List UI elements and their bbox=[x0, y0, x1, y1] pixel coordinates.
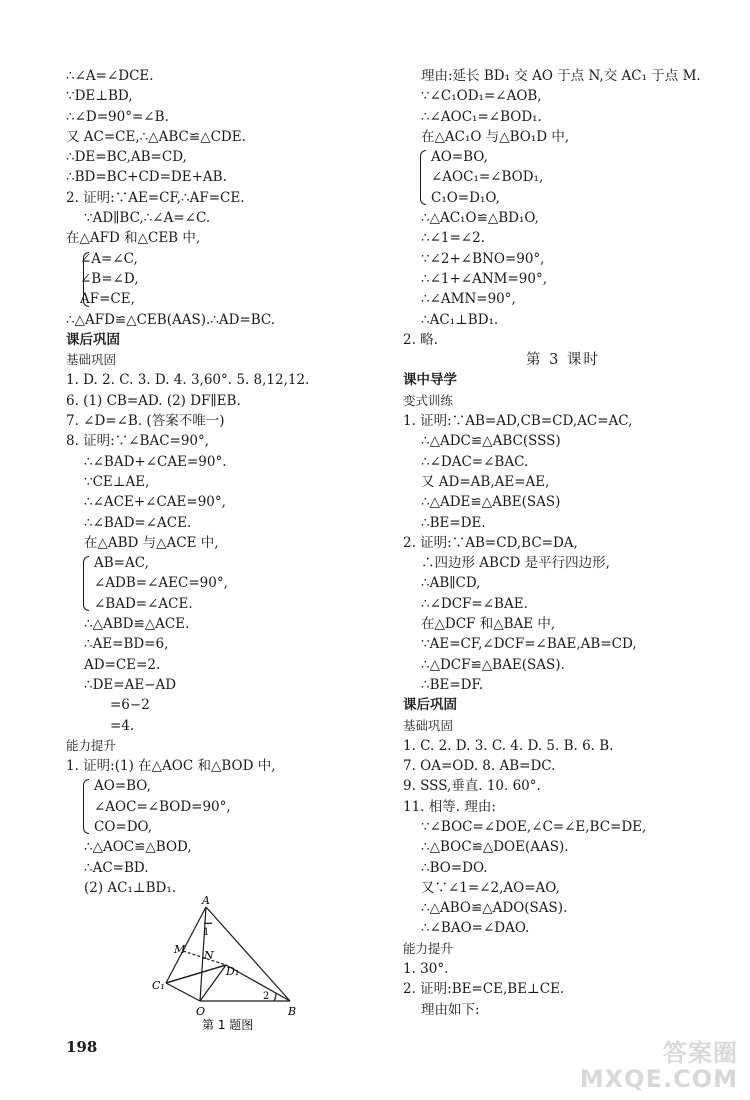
text-line: 11. 相等. 理由: bbox=[403, 798, 496, 815]
segment-OD1 bbox=[200, 965, 226, 1001]
section-heading: 课后巩固 bbox=[66, 331, 120, 348]
text-line: ∴△ADC≌△ABC(SSS) bbox=[421, 433, 561, 450]
text-line: ∵CE⊥AE, bbox=[84, 473, 150, 490]
right-column bbox=[403, 66, 723, 1020]
section-heading: 课后巩固 bbox=[403, 697, 457, 714]
text-line: ∴∠1+∠ANM=90°, bbox=[421, 270, 548, 287]
text-line: ∴AC=BD. bbox=[84, 859, 149, 876]
angle-1-arc bbox=[204, 923, 212, 924]
label-angle-1: 1 bbox=[203, 927, 210, 938]
text-line: 1. 证明:(1) 在△AOC 和△BOD 中, bbox=[66, 758, 276, 775]
segment-AC1 bbox=[166, 907, 206, 983]
geometry-figure bbox=[150, 893, 310, 1033]
text-line: ∴△AC₁O≌△BD₁O, bbox=[421, 210, 539, 227]
text-line: AO=BO, bbox=[431, 149, 488, 166]
text-line: AF=CE, bbox=[80, 291, 135, 308]
text-line: =4. bbox=[110, 717, 135, 734]
text-line: ∴∠D=90°=∠B. bbox=[66, 108, 169, 125]
text-line: 理由如下: bbox=[421, 1001, 480, 1018]
text-line: 1. D. 2. C. 3. D. 4. 3,60°. 5. 8,12,12. bbox=[66, 372, 310, 389]
brace-group bbox=[66, 249, 376, 310]
text-line: 在△DCF 和△BAE 中, bbox=[421, 616, 556, 633]
watermark bbox=[580, 1040, 738, 1092]
triangle-diagram bbox=[150, 893, 310, 1033]
text-line: 在△ABD 与△ACE 中, bbox=[84, 534, 219, 551]
label-B: B bbox=[288, 1005, 297, 1018]
text-line: =6−2 bbox=[110, 697, 150, 714]
lesson-title: 第 3 课时 bbox=[526, 352, 600, 369]
segment-C1O bbox=[166, 983, 200, 1001]
subsection-heading: 变式训练 bbox=[403, 392, 454, 408]
text-line: 9. SSS,垂直. 10. 60°. bbox=[403, 778, 541, 795]
text-line: 6. (1) CB=AD. (2) DF∥EB. bbox=[66, 392, 241, 409]
text-line: ∴BO=DO. bbox=[421, 859, 488, 876]
text-line: ∴∠BAD=∠ACE. bbox=[84, 514, 192, 531]
text-line: ∴△ABO≌△ADO(SAS). bbox=[421, 900, 568, 917]
text-line: ∴BD=BC+CD=DE+AB. bbox=[66, 169, 227, 186]
subsection-heading: 基础巩固 bbox=[66, 352, 117, 368]
label-C1: C₁ bbox=[152, 979, 165, 992]
text-line: ∴∠ACE+∠CAE=90°, bbox=[84, 494, 226, 511]
text-line: CO=DO, bbox=[94, 818, 153, 835]
label-angle-2: 2 bbox=[263, 991, 270, 1002]
text-line: AD=CE=2. bbox=[84, 656, 161, 673]
text-line: ∵AE=CF,∠DCF=∠BAE,AB=CD, bbox=[421, 636, 637, 653]
text-line: 2. 证明:BE=CE,BE⊥CE. bbox=[403, 981, 565, 998]
text-line: 7. OA=OD. 8. AB=DC. bbox=[403, 758, 556, 775]
text-line: ∴∠AMN=90°, bbox=[421, 291, 516, 308]
text-line: ∴△AFD≌△CEB(AAS).∴AD=BC. bbox=[66, 311, 276, 328]
text-line: ∴∠AOC₁=∠BOD₁. bbox=[421, 108, 542, 125]
text-line: AO=BO, bbox=[94, 778, 151, 795]
text-line: ∴∠A=∠DCE. bbox=[66, 68, 154, 84]
text-line: ∴△DCF≌△BAE(SAS). bbox=[421, 656, 565, 673]
text-line: ∵∠2+∠BNO=90°, bbox=[421, 250, 545, 267]
text-line: 1. 证明:∵AB=AD,CB=CD,AC=AC, bbox=[403, 413, 633, 430]
label-A: A bbox=[202, 894, 210, 907]
text-line: ∴△AOC≌△BOD, bbox=[84, 839, 192, 856]
label-O: O bbox=[196, 1005, 206, 1018]
brace-group bbox=[403, 147, 723, 208]
text-line: ∴四边形 ABCD 是平行四边形, bbox=[421, 555, 610, 572]
label-D1: D₁ bbox=[226, 965, 240, 978]
text-line: 8. 证明:∵∠BAC=90°, bbox=[66, 433, 210, 450]
text-line: ∴∠1=∠2. bbox=[421, 230, 485, 247]
text-line: ∴BE=DE. bbox=[421, 514, 486, 531]
subsection-heading: 能力提升 bbox=[403, 940, 454, 956]
text-line: ∴∠BAD+∠CAE=90°. bbox=[84, 453, 227, 470]
text-line: ∵∠BOC=∠DOE,∠C=∠E,BC=DE, bbox=[421, 818, 647, 835]
text-line: ∴DE=AE−AD bbox=[84, 676, 177, 693]
text-line: 2. 略. bbox=[403, 331, 438, 348]
subsection-heading: 基础巩固 bbox=[403, 717, 454, 733]
watermark-line: 答案圈 bbox=[663, 1039, 738, 1067]
text-line: C₁O=D₁O, bbox=[431, 189, 500, 206]
text-line: 1. 30°. bbox=[403, 961, 449, 978]
text-line: ∠AOC₁=∠BOD₁, bbox=[431, 169, 544, 186]
text-line: ∴AC₁⊥BD₁. bbox=[421, 311, 499, 328]
text-line: ∴△ADE≌△ABE(SAS) bbox=[421, 494, 561, 511]
text-line: 在△AFD 和△CEB 中, bbox=[66, 230, 201, 247]
text-line: 理由:延长 BD₁ 交 AO 于点 N,交 AC₁ 于点 M. bbox=[421, 68, 701, 84]
text-line: AB=AC, bbox=[94, 555, 149, 572]
text-line: 1. C. 2. D. 3. C. 4. D. 5. B. 6. B. bbox=[403, 737, 614, 754]
brace-group bbox=[66, 776, 376, 837]
text-line: ∠AOC=∠BOD=90°, bbox=[94, 798, 231, 815]
subsection-heading: 能力提升 bbox=[66, 737, 117, 753]
text-line: ∠BAD=∠ACE. bbox=[94, 595, 193, 612]
text-line: 2. 证明:∵AE=CF,∴AF=CE. bbox=[66, 189, 245, 206]
text-line: 7. ∠D=∠B. (答案不唯一) bbox=[66, 413, 225, 430]
watermark-line: MXQE.COM bbox=[579, 1065, 738, 1093]
text-line: ∠ADB=∠AEC=90°, bbox=[94, 575, 228, 592]
segment-AB bbox=[206, 907, 290, 1001]
text-line: ∵AD∥BC,∴∠A=∠C. bbox=[84, 210, 211, 227]
page-number: 198 bbox=[66, 1038, 98, 1056]
brace-group bbox=[66, 553, 376, 614]
text-line: ∴AE=BD=6, bbox=[84, 636, 169, 653]
text-line: ∠A=∠C, bbox=[80, 250, 138, 267]
text-line: ∠B=∠D, bbox=[80, 270, 139, 287]
left-column bbox=[66, 66, 376, 898]
label-N: N bbox=[204, 949, 214, 962]
text-line: ∴AB∥CD, bbox=[421, 575, 481, 592]
text-line: ∴∠BAO=∠DAO. bbox=[421, 920, 530, 937]
text-line: ∴∠DAC=∠BAC. bbox=[421, 453, 529, 470]
segment-extra bbox=[166, 965, 226, 983]
text-line: ∴∠DCF=∠BAE. bbox=[421, 595, 528, 612]
text-line: 又 AD=AB,AE=AE, bbox=[421, 473, 550, 490]
section-heading: 课中导学 bbox=[403, 372, 457, 389]
figure-caption: 第 1 题图 bbox=[202, 1018, 254, 1032]
text-line: (2) AC₁⊥BD₁. bbox=[84, 879, 177, 896]
text-line: ∵DE⊥BD, bbox=[66, 88, 133, 105]
angle-2-arc bbox=[274, 993, 276, 1001]
text-line: ∴DE=BC,AB=CD, bbox=[66, 149, 187, 166]
text-line: 在△AC₁O 与△BO₁D 中, bbox=[421, 128, 570, 145]
text-line: ∵∠C₁OD₁=∠AOB, bbox=[421, 88, 542, 105]
text-line: 又∵∠1=∠2,AO=AO, bbox=[421, 879, 560, 896]
text-line: ∴BE=DF. bbox=[421, 676, 484, 693]
text-line: ∴△BOC≌△DOE(AAS). bbox=[421, 839, 569, 856]
label-M: M bbox=[174, 943, 186, 956]
text-line: ∴△ABD≌△ACE. bbox=[84, 616, 190, 633]
text-line: 又 AC=CE,∴△ABC≌△CDE. bbox=[66, 128, 246, 145]
text-line: 2. 证明:∵AB=CD,BC=DA, bbox=[403, 534, 578, 551]
